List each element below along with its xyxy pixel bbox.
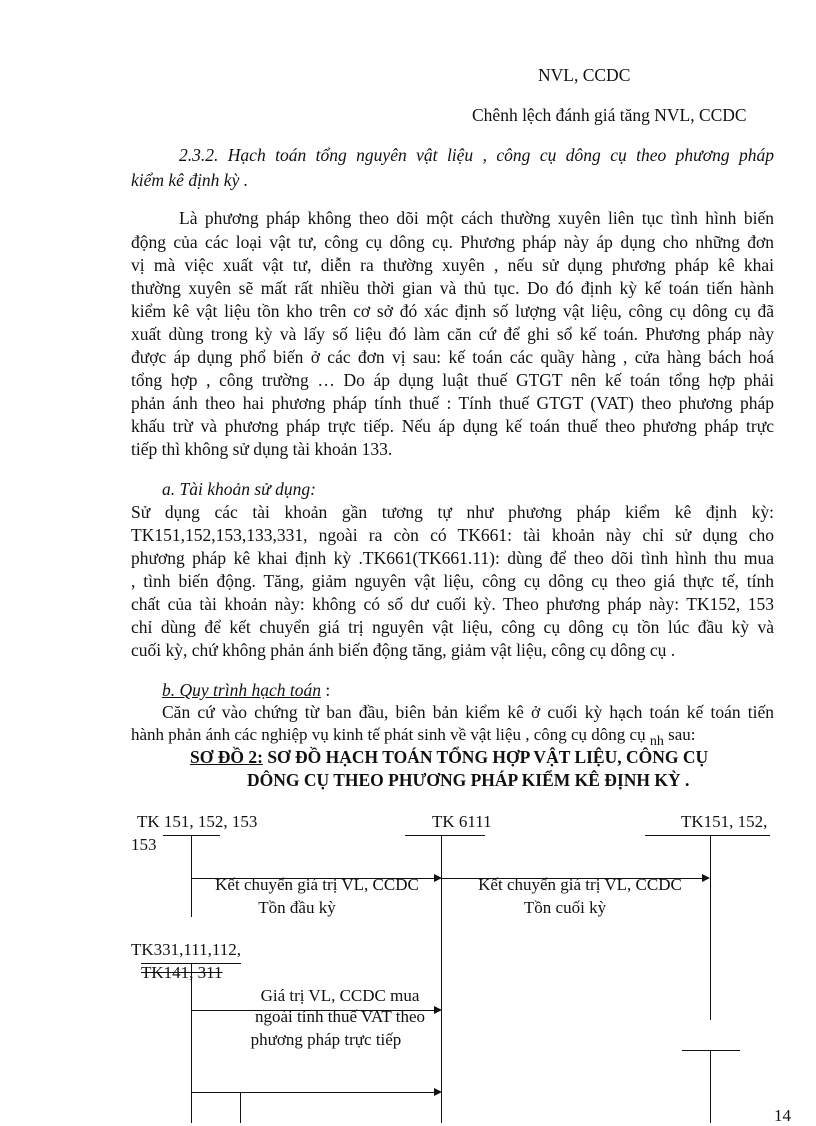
intro-line: được áp dụng phổ biến ở các đơn vị sau: kế toán các quầy hàng , cửa hàng bách hoá [131, 347, 774, 367]
t-account-vertical-left-2 [191, 963, 192, 1123]
subsection-b-title-tail: : [320, 680, 331, 700]
subsection-a-line: , tình biến động. Tăng, giảm nguyên vật liệu, công cụ dông cụ theo giá thực tế, tính [131, 571, 774, 591]
flow-label-3-line-1: Giá trị VL, CCDC mua [260, 986, 420, 1005]
intro-line: Là phương pháp không theo dõi một cách thường xuyên liên tục tình hình biến [179, 208, 774, 228]
subsection-b-line-2-text: hành phản ánh các nghiệp vụ kinh tế phát sinh về vật liệu , công cụ dông cụ [131, 725, 646, 744]
flow-label-2-line-1: Kết chuyển giá trị VL, CCDC [478, 875, 682, 894]
flow-arrow-4-shaft [191, 1092, 435, 1093]
page-number: 14 [774, 1106, 791, 1125]
account-label-left-2: TK331,111,112, [131, 940, 242, 959]
flow-label-3-line-2: ngoài tính thuế VAT theo [255, 1007, 425, 1026]
intro-line: động của các loại vật tư, công cụ dông cụ. Phương pháp này áp dụng cho những đơn [131, 232, 774, 252]
t-account-line-right [645, 835, 770, 836]
t-account-line-mid [405, 835, 485, 836]
intro-line: tổng hợp , công trường … Do áp dụng luật thuế GTGT nên kế toán tổng hợp phải [131, 370, 774, 390]
intro-line: phản ánh theo hai phương pháp tính thuế : Tính thuế GTGT (VAT) theo phương pháp [131, 393, 774, 413]
intro-line: vị mà việc xuất vật tư, diễn ra thường xuyên , nếu sử dụng phương pháp kê khai [131, 255, 774, 275]
flow-label-3-line-3: phương pháp trực tiếp [250, 1030, 402, 1049]
subsection-a-line: chỉ dùng để kết chuyển giá trị nguyên vật liệu, công cụ dông cụ tồn lúc đầu kỳ và [131, 617, 774, 637]
subsection-a-line: TK151,152,153,133,331, ngoài ra còn có TK661: tài khoản này chỉ sử dụng cho [131, 525, 774, 545]
section-heading-line-2: kiểm kê định kỳ . [131, 170, 249, 190]
flow-label-1-line-1: Kết chuyển giá trị VL, CCDC [215, 875, 419, 894]
flow-label-1-line-2: Tồn đầu kỳ [258, 898, 336, 917]
t-account-vertical-bottom-left [240, 1092, 241, 1123]
subsection-b-line-2-tail: sau: [668, 725, 696, 744]
flow-label-2-line-2: Tồn cuối kỳ [523, 898, 607, 917]
diagram-title-line-1 [190, 747, 708, 768]
subsection-a-line: Sử dụng các tài khoản gần tương tự như phương pháp kiểm kê định kỳ: [131, 502, 774, 522]
account-label-right: TK151, 152, [681, 812, 768, 831]
diagram-title-prefix: SƠ ĐỒ 2: [190, 747, 263, 767]
subsection-a-line: cuối kỳ, chứ không phản ánh biến động tăng, giảm vật liệu, công cụ dông cụ . [131, 640, 676, 660]
subsection-b-line-1: Căn cứ vào chứng từ ban đầu, biên bản kiểm kê ở cuối kỳ hạch toán kế toán tiến [162, 702, 774, 722]
top-line-2: Chênh lệch đánh giá tăng NVL, CCDC [472, 105, 747, 125]
t-account-vertical-bottom-right [710, 1050, 711, 1123]
subsection-a-line: chất của tài khoản này: không có số dư cuối kỳ. Theo phương pháp này: TK152, 153 [131, 594, 774, 614]
intro-line: kiểm kê vật liệu tồn kho trên cơ sở đó xác định số lượng vật liệu, công cụ dông cụ đã [131, 301, 774, 321]
account-label-left: TK 151, 152, 153 [137, 812, 258, 831]
diagram-title-rest: SƠ ĐỒ HẠCH TOÁN TỔNG HỢP VẬT LIỆU, CÔNG CỤ [262, 747, 709, 767]
intro-line: xuất dùng trong kỳ và lấy số liệu đó làm căn cứ để ghi sổ kế toán. Phương pháp này [131, 324, 774, 344]
t-account-line-bottom-right [682, 1050, 740, 1051]
subsection-b-subscript: nh [649, 734, 664, 749]
intro-line: tiếp thì không sử dụng tài khoản 133. [131, 439, 393, 459]
account-label-left-cont: 153 [131, 835, 157, 854]
intro-line: khấu trừ và phương pháp trực tiếp. Nếu áp dụng kế toán thuế theo phương pháp trực [131, 416, 774, 436]
diagram-title-line-2: DÔNG CỤ THEO PHƯƠNG PHÁP KIỂM KÊ ĐỊNH KỲ . [247, 770, 690, 790]
t-account-vertical-right [710, 835, 711, 1020]
subsection-a-line: phương pháp kê khai định kỳ .TK661(TK661.11): dùng để theo dõi tình hình thu mua [131, 548, 774, 568]
account-label-left-2-cont: TK141, 311 [141, 963, 223, 982]
flow-arrow-4-head [434, 1088, 442, 1096]
top-line-1: NVL, CCDC [538, 65, 631, 85]
subsection-b-title [162, 679, 330, 701]
section-heading-line-1: 2.3.2. Hạch toán tổng nguyên vật liệu , công cụ dông cụ theo phương pháp [179, 145, 774, 165]
account-label-mid: TK 6111 [432, 812, 492, 831]
subsection-b-line-2 [131, 724, 695, 748]
subsection-a-title: a. Tài khoản sử dụng: [162, 479, 316, 499]
subsection-b-title-text: b. Quy trình hạch toán [162, 680, 321, 700]
intro-line: thường xuyên sẽ mất rất nhiều thời gian và thủ tục. Do đó định kỳ kế toán tiến hành [131, 278, 774, 298]
